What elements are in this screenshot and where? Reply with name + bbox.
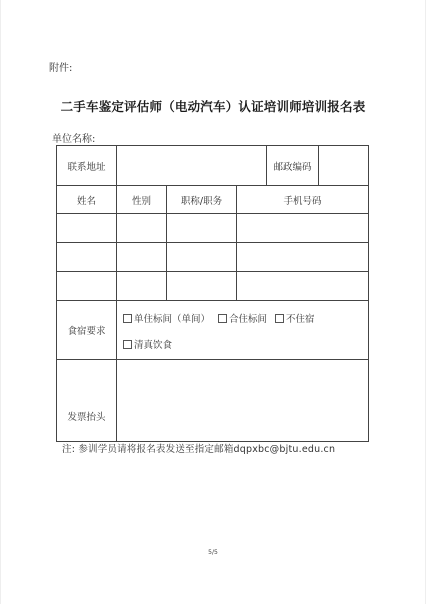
page-title: 二手车鉴定评估师（电动汽车）认证培训师培训报名表 <box>60 99 366 114</box>
attachment-label: 附件: <box>49 63 73 74</box>
table-row <box>57 272 369 301</box>
gender-cell[interactable] <box>117 243 167 272</box>
table-row <box>57 243 369 272</box>
page-number: 5/5 <box>208 549 218 556</box>
title-cell[interactable] <box>167 243 237 272</box>
header-phone: 手机号码 <box>237 186 369 214</box>
checkbox-icon[interactable] <box>123 314 132 323</box>
option-label: 清真饮食 <box>134 340 173 351</box>
table-header-row <box>57 186 369 214</box>
meal-options-cell <box>117 301 369 360</box>
checkbox-icon[interactable] <box>123 340 132 349</box>
page-edge <box>0 0 1 604</box>
gender-cell[interactable] <box>117 272 167 301</box>
header-name: 姓名 <box>57 186 117 214</box>
invoice-row <box>57 360 369 442</box>
unit-name-label: 单位名称: <box>52 134 96 145</box>
title-cell[interactable] <box>167 272 237 301</box>
meal-row <box>57 301 369 360</box>
option-label: 不住宿 <box>286 314 315 325</box>
submission-note: 注: 参训学员请将报名表发送至指定邮箱dqpxbc@bjtu.edu.cn <box>62 444 336 455</box>
header-gender: 性别 <box>117 186 167 214</box>
meal-option-shared-room[interactable] <box>218 307 267 333</box>
checkbox-icon[interactable] <box>218 314 227 323</box>
contact-address-label: 联系地址 <box>57 146 117 186</box>
invoice-title-label: 发票抬头 <box>57 360 117 442</box>
name-cell[interactable] <box>57 272 117 301</box>
postal-code-field[interactable] <box>319 146 369 186</box>
meal-option-single-room[interactable] <box>123 307 210 333</box>
phone-cell[interactable] <box>237 243 369 272</box>
name-cell[interactable] <box>57 243 117 272</box>
meal-option-halal[interactable] <box>123 333 172 359</box>
contact-row <box>57 146 369 186</box>
meal-requirement-label: 食宿要求 <box>57 301 117 360</box>
invoice-title-field[interactable] <box>117 360 369 442</box>
registration-form-table <box>56 145 369 442</box>
name-cell[interactable] <box>57 214 117 243</box>
title-cell[interactable] <box>167 214 237 243</box>
option-label: 单住标间（单间） <box>134 314 211 325</box>
gender-cell[interactable] <box>117 214 167 243</box>
phone-cell[interactable] <box>237 214 369 243</box>
phone-cell[interactable] <box>237 272 369 301</box>
checkbox-icon[interactable] <box>275 314 284 323</box>
postal-code-label: 邮政编码 <box>267 146 319 186</box>
contact-address-field[interactable] <box>117 146 267 186</box>
header-title-position: 职称/职务 <box>167 186 237 214</box>
table-row <box>57 214 369 243</box>
meal-option-no-lodging[interactable] <box>275 307 315 333</box>
option-label: 合住标间 <box>229 314 268 325</box>
